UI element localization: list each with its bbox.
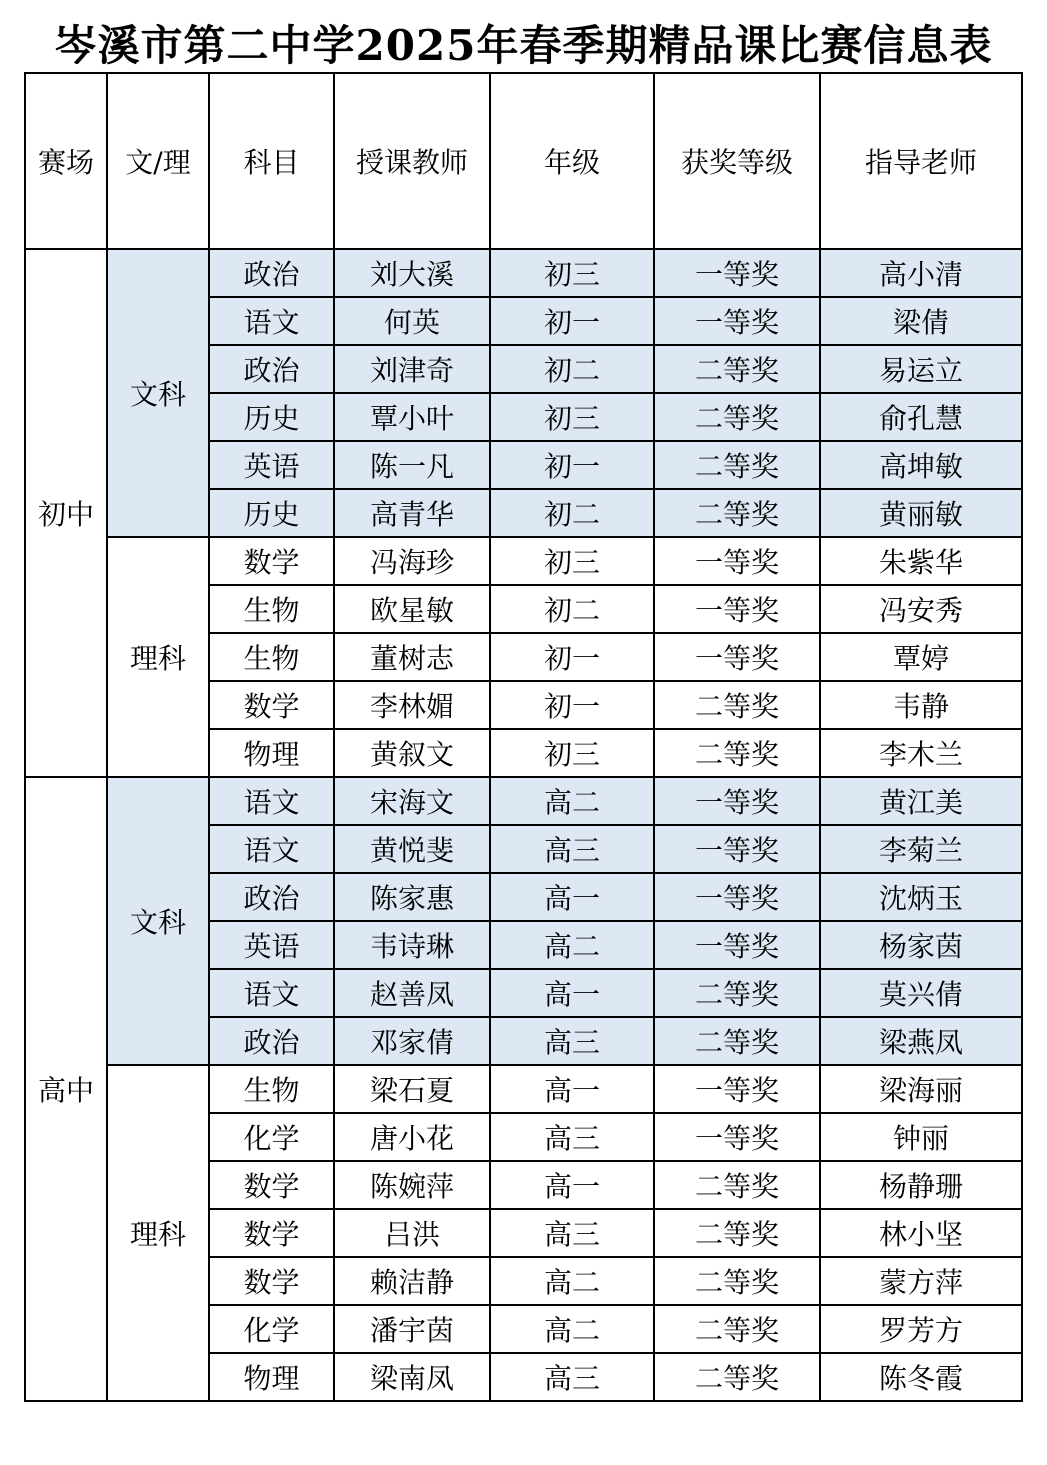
grade-cell: 高三 bbox=[490, 1017, 654, 1065]
grade-cell: 初一 bbox=[490, 681, 654, 729]
grade-cell: 初三 bbox=[490, 249, 654, 297]
award-cell: 二等奖 bbox=[654, 1209, 820, 1257]
grade-cell: 高三 bbox=[490, 1209, 654, 1257]
grade-cell: 高一 bbox=[490, 873, 654, 921]
grade-cell: 高二 bbox=[490, 1305, 654, 1353]
mentor-cell: 梁海丽 bbox=[820, 1065, 1022, 1113]
award-cell: 一等奖 bbox=[654, 873, 820, 921]
teacher-cell: 赵善凤 bbox=[334, 969, 490, 1017]
track-cell: 理科 bbox=[107, 537, 209, 777]
mentor-cell: 梁燕凤 bbox=[820, 1017, 1022, 1065]
header-row bbox=[25, 73, 1022, 249]
subject-cell: 数学 bbox=[209, 1209, 334, 1257]
award-cell: 二等奖 bbox=[654, 1257, 820, 1305]
subject-cell: 数学 bbox=[209, 1257, 334, 1305]
award-cell: 一等奖 bbox=[654, 777, 820, 825]
header-teacher: 授课教师 bbox=[334, 73, 490, 249]
grade-cell: 初一 bbox=[490, 633, 654, 681]
teacher-cell: 冯海珍 bbox=[334, 537, 490, 585]
track-cell: 文科 bbox=[107, 777, 209, 1065]
award-cell: 一等奖 bbox=[654, 585, 820, 633]
mentor-cell: 韦静 bbox=[820, 681, 1022, 729]
teacher-cell: 宋海文 bbox=[334, 777, 490, 825]
teacher-cell: 陈一凡 bbox=[334, 441, 490, 489]
award-cell: 二等奖 bbox=[654, 1353, 820, 1401]
table-row bbox=[25, 249, 1022, 297]
teacher-cell: 黄悦斐 bbox=[334, 825, 490, 873]
subject-cell: 生物 bbox=[209, 1065, 334, 1113]
subject-cell: 语文 bbox=[209, 825, 334, 873]
grade-cell: 高一 bbox=[490, 969, 654, 1017]
subject-cell: 历史 bbox=[209, 489, 334, 537]
award-cell: 二等奖 bbox=[654, 441, 820, 489]
award-cell: 一等奖 bbox=[654, 537, 820, 585]
teacher-cell: 欧星敏 bbox=[334, 585, 490, 633]
award-cell: 二等奖 bbox=[654, 489, 820, 537]
grade-cell: 高一 bbox=[490, 1161, 654, 1209]
subject-cell: 物理 bbox=[209, 729, 334, 777]
teacher-cell: 高青华 bbox=[334, 489, 490, 537]
teacher-cell: 黄叙文 bbox=[334, 729, 490, 777]
subject-cell: 数学 bbox=[209, 681, 334, 729]
subject-cell: 语文 bbox=[209, 969, 334, 1017]
mentor-cell: 李木兰 bbox=[820, 729, 1022, 777]
award-cell: 二等奖 bbox=[654, 393, 820, 441]
award-cell: 一等奖 bbox=[654, 249, 820, 297]
grade-cell: 初三 bbox=[490, 393, 654, 441]
mentor-cell: 冯安秀 bbox=[820, 585, 1022, 633]
award-cell: 二等奖 bbox=[654, 729, 820, 777]
header-track: 文/理 bbox=[107, 73, 209, 249]
grade-cell: 高二 bbox=[490, 1257, 654, 1305]
award-cell: 二等奖 bbox=[654, 1305, 820, 1353]
teacher-cell: 赖洁静 bbox=[334, 1257, 490, 1305]
teacher-cell: 韦诗琳 bbox=[334, 921, 490, 969]
table-body bbox=[25, 249, 1022, 1401]
subject-cell: 数学 bbox=[209, 1161, 334, 1209]
award-cell: 二等奖 bbox=[654, 1017, 820, 1065]
grade-cell: 高三 bbox=[490, 825, 654, 873]
mentor-cell: 高小清 bbox=[820, 249, 1022, 297]
header-subject: 科目 bbox=[209, 73, 334, 249]
teacher-cell: 吕洪 bbox=[334, 1209, 490, 1257]
page-title: 岑溪市第二中学2025年春季期精品课比赛信息表 bbox=[54, 21, 993, 70]
mentor-cell: 李菊兰 bbox=[820, 825, 1022, 873]
grade-cell: 初三 bbox=[490, 537, 654, 585]
teacher-cell: 刘大溪 bbox=[334, 249, 490, 297]
grade-cell: 初一 bbox=[490, 297, 654, 345]
subject-cell: 生物 bbox=[209, 585, 334, 633]
grade-cell: 初二 bbox=[490, 585, 654, 633]
subject-cell: 政治 bbox=[209, 345, 334, 393]
award-cell: 一等奖 bbox=[654, 825, 820, 873]
teacher-cell: 梁石夏 bbox=[334, 1065, 490, 1113]
subject-cell: 英语 bbox=[209, 921, 334, 969]
mentor-cell: 覃婷 bbox=[820, 633, 1022, 681]
track-cell: 文科 bbox=[107, 249, 209, 537]
subject-cell: 数学 bbox=[209, 537, 334, 585]
subject-cell: 语文 bbox=[209, 297, 334, 345]
grade-cell: 初三 bbox=[490, 729, 654, 777]
teacher-cell: 邓家倩 bbox=[334, 1017, 490, 1065]
mentor-cell: 黄江美 bbox=[820, 777, 1022, 825]
mentor-cell: 罗芳方 bbox=[820, 1305, 1022, 1353]
mentor-cell: 林小坚 bbox=[820, 1209, 1022, 1257]
teacher-cell: 刘津奇 bbox=[334, 345, 490, 393]
subject-cell: 政治 bbox=[209, 873, 334, 921]
header-award: 获奖等级 bbox=[654, 73, 820, 249]
mentor-cell: 易运立 bbox=[820, 345, 1022, 393]
mentor-cell: 梁倩 bbox=[820, 297, 1022, 345]
header-venue: 赛场 bbox=[25, 73, 107, 249]
grade-cell: 初二 bbox=[490, 489, 654, 537]
award-cell: 一等奖 bbox=[654, 1065, 820, 1113]
mentor-cell: 陈冬霞 bbox=[820, 1353, 1022, 1401]
mentor-cell: 杨家茵 bbox=[820, 921, 1022, 969]
subject-cell: 化学 bbox=[209, 1113, 334, 1161]
table-row bbox=[25, 537, 1022, 585]
subject-cell: 生物 bbox=[209, 633, 334, 681]
award-cell: 二等奖 bbox=[654, 681, 820, 729]
award-cell: 二等奖 bbox=[654, 969, 820, 1017]
mentor-cell: 高坤敏 bbox=[820, 441, 1022, 489]
award-cell: 一等奖 bbox=[654, 1113, 820, 1161]
mentor-cell: 蒙方萍 bbox=[820, 1257, 1022, 1305]
teacher-cell: 陈婉萍 bbox=[334, 1161, 490, 1209]
venue-cell: 初中 bbox=[25, 249, 107, 777]
grade-cell: 高三 bbox=[490, 1353, 654, 1401]
teacher-cell: 何英 bbox=[334, 297, 490, 345]
table-row bbox=[25, 1065, 1022, 1113]
mentor-cell: 杨静珊 bbox=[820, 1161, 1022, 1209]
award-cell: 二等奖 bbox=[654, 1161, 820, 1209]
mentor-cell: 钟丽 bbox=[820, 1113, 1022, 1161]
mentor-cell: 沈炳玉 bbox=[820, 873, 1022, 921]
track-cell: 理科 bbox=[107, 1065, 209, 1401]
subject-cell: 语文 bbox=[209, 777, 334, 825]
header-mentor: 指导老师 bbox=[820, 73, 1022, 249]
grade-cell: 高二 bbox=[490, 921, 654, 969]
award-cell: 二等奖 bbox=[654, 345, 820, 393]
table-row bbox=[25, 777, 1022, 825]
subject-cell: 英语 bbox=[209, 441, 334, 489]
award-cell: 一等奖 bbox=[654, 633, 820, 681]
mentor-cell: 朱紫华 bbox=[820, 537, 1022, 585]
subject-cell: 物理 bbox=[209, 1353, 334, 1401]
teacher-cell: 陈家惠 bbox=[334, 873, 490, 921]
header-grade: 年级 bbox=[490, 73, 654, 249]
mentor-cell: 黄丽敏 bbox=[820, 489, 1022, 537]
subject-cell: 历史 bbox=[209, 393, 334, 441]
subject-cell: 化学 bbox=[209, 1305, 334, 1353]
teacher-cell: 潘宇茵 bbox=[334, 1305, 490, 1353]
award-cell: 一等奖 bbox=[654, 297, 820, 345]
grade-cell: 初二 bbox=[490, 345, 654, 393]
teacher-cell: 梁南凤 bbox=[334, 1353, 490, 1401]
teacher-cell: 唐小花 bbox=[334, 1113, 490, 1161]
teacher-cell: 李林媚 bbox=[334, 681, 490, 729]
subject-cell: 政治 bbox=[209, 249, 334, 297]
teacher-cell: 覃小叶 bbox=[334, 393, 490, 441]
grade-cell: 初一 bbox=[490, 441, 654, 489]
competition-info-table bbox=[24, 72, 1023, 1402]
teacher-cell: 董树志 bbox=[334, 633, 490, 681]
mentor-cell: 莫兴倩 bbox=[820, 969, 1022, 1017]
grade-cell: 高三 bbox=[490, 1113, 654, 1161]
subject-cell: 政治 bbox=[209, 1017, 334, 1065]
venue-cell: 高中 bbox=[25, 777, 107, 1401]
award-cell: 一等奖 bbox=[654, 921, 820, 969]
mentor-cell: 俞孔慧 bbox=[820, 393, 1022, 441]
grade-cell: 高一 bbox=[490, 1065, 654, 1113]
grade-cell: 高二 bbox=[490, 777, 654, 825]
